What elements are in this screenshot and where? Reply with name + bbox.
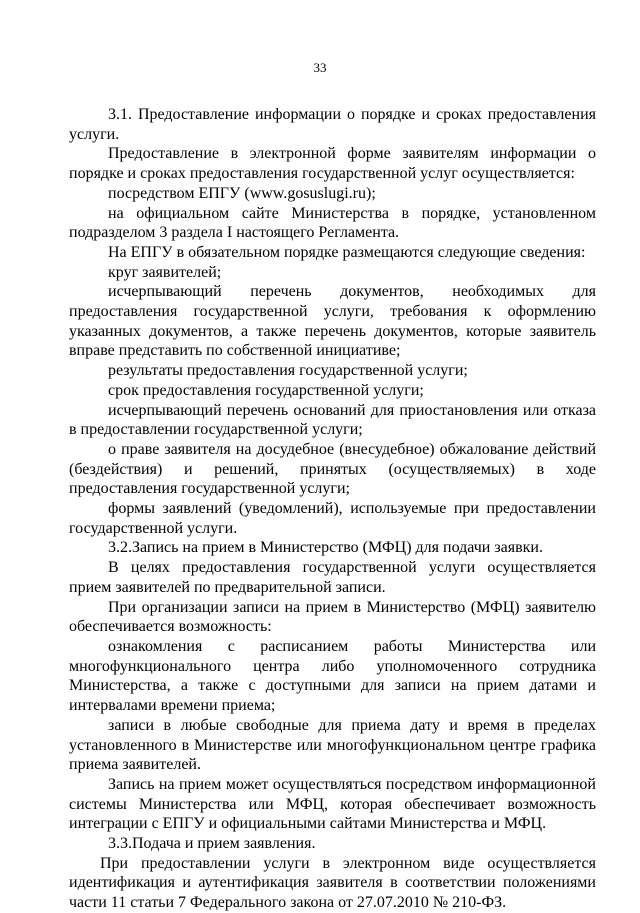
list-item: записи в любые свободные для приема дату и время в пределах установленного в Министерстве или многофункциональном центре графика приема заявителей.: [69, 716, 596, 774]
paragraph: При предоставлении услуги в электронном виде осуществляется идентификация и аутентификация заявителя в соответствии положениями части 11 статьи 7 Федерального закона от 27.07.2010 № 210-ФЗ.: [69, 854, 596, 912]
section-heading: 3.1. Предоставление информации о порядке и сроках предоставления услуги.: [69, 106, 596, 143]
paragraph: При организации записи на прием в Министерство (МФЦ) заявителю обеспечивается возможность:: [69, 598, 596, 636]
paragraph: В целях предоставления государственной услуги осуществляется прием заявителей по предварительной записи.: [69, 559, 596, 596]
list-item: срок предоставления государственной услуги;: [108, 381, 424, 399]
list-item: о праве заявителя на досудебное (внесудебное) обжалование действий (бездействия) и решений, принятых (осуществляемых) в ходе предоставления государственной услуги;: [69, 440, 596, 498]
paragraph: На ЕПГУ в обязательном порядке размещаются следующие сведения:: [108, 243, 586, 261]
section-heading: 3.3.Подача и прием заявления.: [108, 835, 316, 853]
list-item: круг заявителей;: [108, 263, 222, 281]
list-item: на официальном сайте Министерства в порядке, установленном подразделом 3 раздела I настоящего Регламента.: [69, 204, 596, 242]
list-item: исчерпывающий перечень оснований для приостановления или отказа в предоставлении государственной услуги;: [69, 401, 596, 439]
list-item: исчерпывающий перечень документов, необходимых для предоставления государственной услуги, требования к оформлению указанных документов, а также перечень документов, которые заявитель вправе представить по собственной инициативе;: [69, 283, 596, 360]
section-heading: 3.2.Запись на прием в Министерство (МФЦ) для подачи заявки.: [108, 539, 543, 557]
list-item: результаты предоставления государственной услуги;: [108, 362, 468, 380]
paragraph: Предоставление в электронной форме заявителям информации о порядке и сроках предоставления государственной услуг осуществляется:: [69, 145, 596, 183]
list-item: ознакомления с расписанием работы Министерства или многофункционального центра либо уполномоченного сотрудника Министерства, а также с доступными для записи на прием датами и интервалами времени приема;: [69, 637, 596, 715]
document-body: [69, 105, 596, 913]
paragraph: Запись на прием может осуществляться посредством информационной системы Министерства или МФЦ, которая обеспечивает возможность интеграции с ЕПГУ и официальными сайтами Министерства и МФЦ.: [69, 775, 596, 833]
list-item: формы заявлений (уведомлений), используемые при предоставлении государственной услуги.: [69, 500, 596, 537]
list-item: посредством ЕПГУ (www.gosuslugi.ru);: [108, 184, 376, 202]
page-number: 33: [313, 60, 327, 75]
